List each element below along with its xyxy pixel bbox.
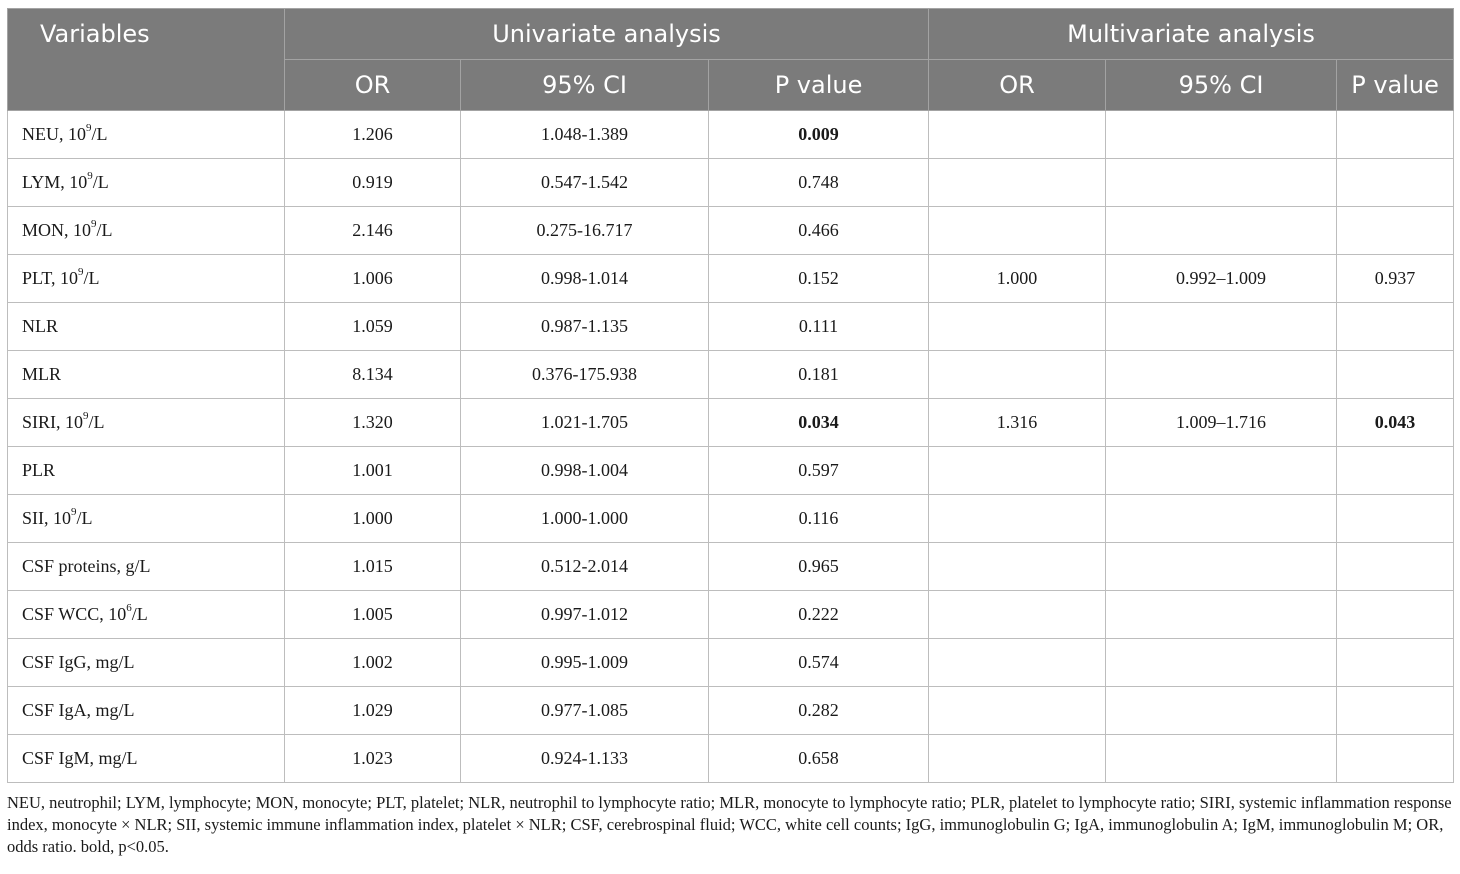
cell-multivariate-ci [1106,303,1337,351]
cell-variable [8,399,285,447]
cell-variable [8,159,285,207]
cell-univariate-ci: 0.977-1.085 [461,687,709,735]
variable-exponent: 9 [91,218,97,230]
variable-label: MON, 10 [22,220,92,240]
cell-univariate-ci: 0.376-175.938 [461,351,709,399]
cell-multivariate-p [1337,639,1454,687]
cell-univariate-ci: 0.995-1.009 [461,639,709,687]
cell-multivariate-or [929,687,1106,735]
cell-univariate-or: 1.206 [285,111,461,159]
cell-variable [8,495,285,543]
cell-multivariate-or [929,111,1106,159]
cell-multivariate-ci [1106,351,1337,399]
cell-multivariate-ci: 1.009–1.716 [1106,399,1337,447]
cell-multivariate-p [1337,687,1454,735]
cell-univariate-p: 0.222 [709,591,929,639]
table-body [8,111,1454,783]
table-row [8,639,1454,687]
cell-univariate-or: 1.015 [285,543,461,591]
variable-exponent: 9 [86,122,92,134]
cell-univariate-ci: 1.048-1.389 [461,111,709,159]
table-row [8,495,1454,543]
variable-unit: /L [131,604,148,624]
cell-univariate-p: 0.009 [709,111,929,159]
variable-unit: /L [83,268,100,288]
variable-exponent: 6 [126,602,132,614]
cell-variable [8,687,285,735]
cell-univariate-p: 0.748 [709,159,929,207]
table-row [8,159,1454,207]
variable-unit: /L [91,124,108,144]
cell-multivariate-p [1337,111,1454,159]
header-variables: Variables [8,9,285,111]
cell-univariate-p: 0.181 [709,351,929,399]
table-header [8,9,1454,111]
variable-label: MLR [22,364,62,384]
variable-label: PLR [22,460,56,480]
cell-multivariate-ci [1106,543,1337,591]
cell-univariate-p: 0.658 [709,735,929,783]
table-row [8,207,1454,255]
cell-multivariate-ci [1106,447,1337,495]
variable-exponent: 9 [87,170,93,182]
cell-variable [8,303,285,351]
variable-label: CSF IgA, mg/L [22,700,135,720]
regression-table [7,8,1454,783]
cell-univariate-or: 1.059 [285,303,461,351]
header-univariate-or: OR [285,60,461,111]
cell-univariate-or: 2.146 [285,207,461,255]
cell-multivariate-or [929,639,1106,687]
table-row [8,447,1454,495]
cell-univariate-ci: 0.998-1.014 [461,255,709,303]
cell-univariate-or: 8.134 [285,351,461,399]
cell-multivariate-p [1337,303,1454,351]
cell-multivariate-or: 1.000 [929,255,1106,303]
cell-univariate-or: 1.000 [285,495,461,543]
cell-univariate-p: 0.965 [709,543,929,591]
table-row [8,687,1454,735]
cell-multivariate-or [929,495,1106,543]
header-multivariate-or: OR [929,60,1106,111]
cell-multivariate-or [929,207,1106,255]
cell-univariate-or: 1.002 [285,639,461,687]
cell-multivariate-p [1337,351,1454,399]
cell-variable [8,735,285,783]
cell-multivariate-p: 0.043 [1337,399,1454,447]
cell-variable [8,543,285,591]
cell-univariate-ci: 0.547-1.542 [461,159,709,207]
cell-variable [8,207,285,255]
cell-multivariate-ci: 0.992–1.009 [1106,255,1337,303]
cell-multivariate-ci [1106,639,1337,687]
cell-multivariate-or [929,447,1106,495]
cell-variable [8,591,285,639]
header-multivariate: Multivariate analysis [929,9,1454,60]
cell-multivariate-ci [1106,591,1337,639]
cell-multivariate-ci [1106,111,1337,159]
cell-multivariate-ci [1106,495,1337,543]
cell-univariate-p: 0.282 [709,687,929,735]
cell-univariate-p: 0.034 [709,399,929,447]
cell-multivariate-p [1337,447,1454,495]
cell-multivariate-ci [1106,159,1337,207]
variable-label: SIRI, 10 [22,412,84,432]
header-univariate-p: P value [709,60,929,111]
cell-variable [8,447,285,495]
cell-multivariate-p [1337,591,1454,639]
cell-multivariate-p [1337,543,1454,591]
cell-multivariate-or: 1.316 [929,399,1106,447]
table-container [7,8,1453,783]
cell-univariate-or: 1.023 [285,735,461,783]
cell-variable [8,255,285,303]
cell-univariate-ci: 0.512-2.014 [461,543,709,591]
cell-multivariate-or [929,351,1106,399]
variable-label: PLT, 10 [22,268,79,288]
variable-unit: /L [88,412,105,432]
cell-multivariate-or [929,543,1106,591]
cell-multivariate-ci [1106,687,1337,735]
table-row [8,399,1454,447]
cell-multivariate-or [929,303,1106,351]
variable-label: NLR [22,316,58,336]
cell-univariate-or: 1.029 [285,687,461,735]
header-multivariate-p: P value [1337,60,1454,111]
table-row [8,735,1454,783]
cell-multivariate-ci [1106,735,1337,783]
cell-multivariate-p [1337,495,1454,543]
cell-univariate-ci: 0.275-16.717 [461,207,709,255]
variable-unit: /L [76,508,93,528]
cell-univariate-or: 1.320 [285,399,461,447]
cell-univariate-p: 0.597 [709,447,929,495]
cell-multivariate-p: 0.937 [1337,255,1454,303]
cell-multivariate-ci [1106,207,1337,255]
cell-univariate-or: 1.006 [285,255,461,303]
table-row [8,255,1454,303]
cell-variable [8,351,285,399]
cell-variable [8,111,285,159]
cell-univariate-or: 1.005 [285,591,461,639]
variable-label: NEU, 10 [22,124,86,144]
table-row [8,111,1454,159]
cell-multivariate-or [929,159,1106,207]
variable-label: CSF WCC, 10 [22,604,127,624]
variable-unit: /L [96,220,113,240]
cell-univariate-or: 0.919 [285,159,461,207]
table-row [8,543,1454,591]
table-row [8,303,1454,351]
cell-univariate-ci: 0.987-1.135 [461,303,709,351]
cell-multivariate-p [1337,159,1454,207]
variable-label: SII, 10 [22,508,71,528]
cell-univariate-ci: 1.000-1.000 [461,495,709,543]
cell-univariate-ci: 0.924-1.133 [461,735,709,783]
variable-exponent: 9 [71,506,77,518]
table-footnote: NEU, neutrophil; LYM, lymphocyte; MON, monocyte; PLT, platelet; NLR, neutrophil to lymphocyte ratio; MLR, monocyte to lymphocyte ratio; PLR, platelet to lymphocyte ratio; SIRI, systemic inflammation response index, monocyte × NLR; SII, systemic immune inflammation index, platelet × NLR; CSF, cerebrospinal fluid; WCC, white cell counts; IgG, immunoglobulin G; IgA, immunoglobulin A; IgM, immunoglobulin M; OR, odds ratio. bold, p<0.05. [7,793,1452,856]
variable-label: CSF IgG, mg/L [22,652,135,672]
header-univariate: Univariate analysis [285,9,929,60]
table-row [8,351,1454,399]
header-multivariate-ci: 95% CI [1106,60,1337,111]
cell-univariate-p: 0.152 [709,255,929,303]
cell-univariate-p: 0.574 [709,639,929,687]
variable-label: LYM, 10 [22,172,88,192]
cell-univariate-p: 0.466 [709,207,929,255]
cell-univariate-ci: 0.998-1.004 [461,447,709,495]
cell-univariate-or: 1.001 [285,447,461,495]
variable-unit: /L [92,172,109,192]
variable-label: CSF proteins, g/L [22,556,151,576]
cell-multivariate-p [1337,735,1454,783]
table-row [8,591,1454,639]
cell-multivariate-p [1337,207,1454,255]
cell-univariate-ci: 0.997-1.012 [461,591,709,639]
cell-univariate-p: 0.111 [709,303,929,351]
cell-univariate-ci: 1.021-1.705 [461,399,709,447]
variable-exponent: 9 [78,266,84,278]
cell-multivariate-or [929,735,1106,783]
cell-variable [8,639,285,687]
cell-univariate-p: 0.116 [709,495,929,543]
variable-exponent: 9 [83,410,89,422]
header-univariate-ci: 95% CI [461,60,709,111]
variable-label: CSF IgM, mg/L [22,748,138,768]
cell-multivariate-or [929,591,1106,639]
